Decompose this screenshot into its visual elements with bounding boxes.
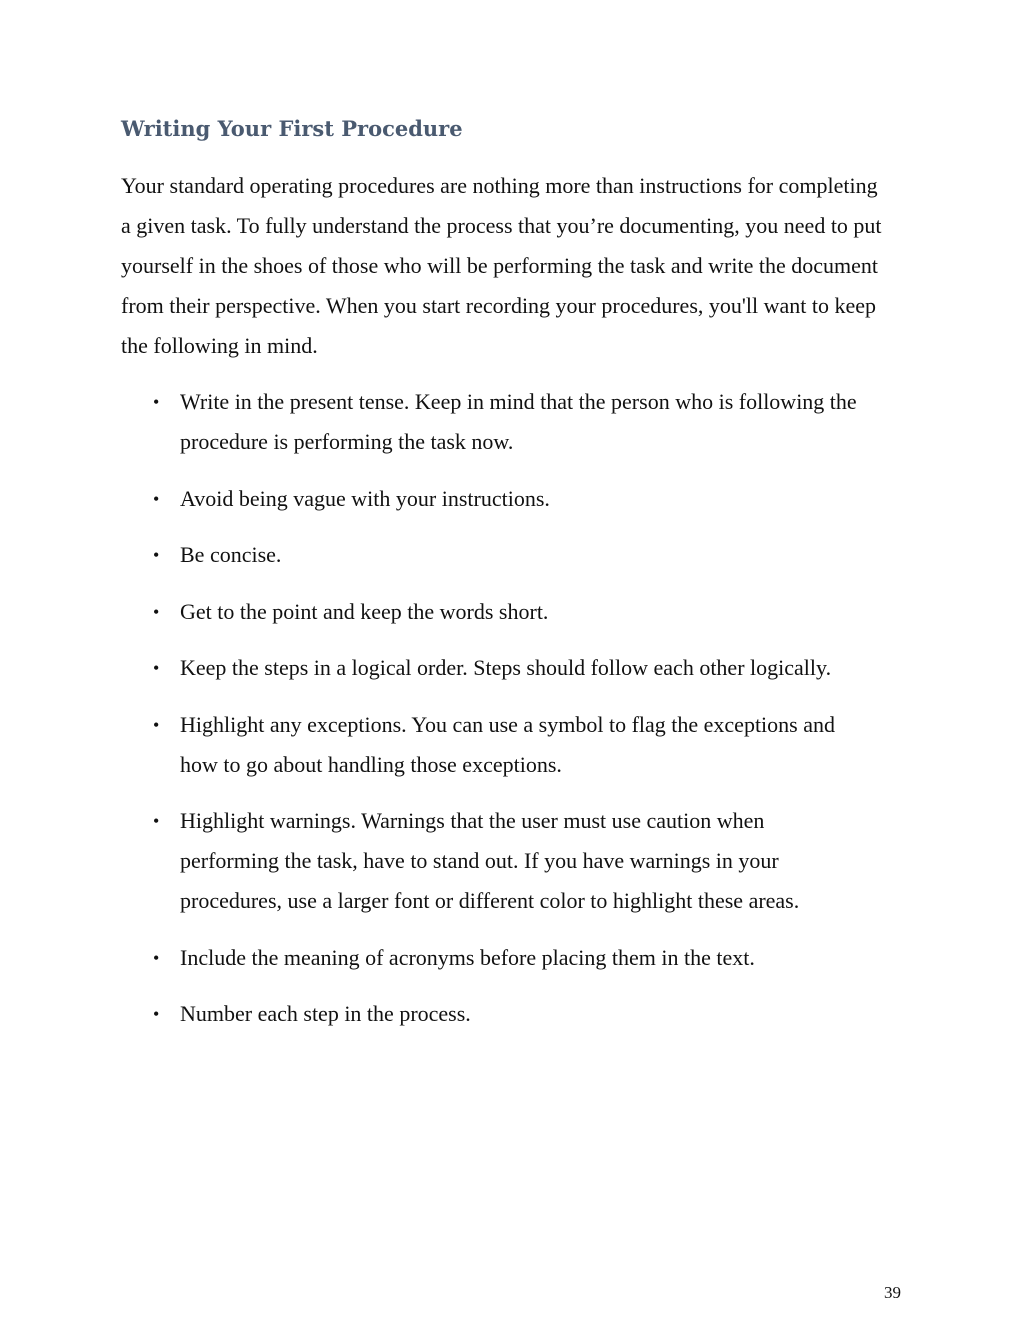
list-item: [121, 592, 860, 632]
list-item: [121, 535, 860, 575]
page-number: 39: [884, 1283, 901, 1302]
bullet-icon: •: [153, 392, 160, 412]
bullet-list: [121, 382, 901, 1034]
bullet-icon: •: [153, 811, 160, 831]
section-heading: Writing Your First Procedure: [121, 116, 463, 141]
list-item-text: Highlight warnings. Warnings that the user must use caution when performing the task, have to stand out. If you have warnings in your procedures, use a larger font or different color to highlight these areas.: [180, 808, 800, 913]
bullet-icon: •: [153, 601, 160, 622]
list-item: [121, 479, 860, 519]
document-page: [121, 112, 901, 1051]
list-item-text: Get to the point and keep the words short.: [180, 598, 549, 624]
list-item-text: Be concise.: [180, 542, 282, 567]
list-item-text: Avoid being vague with your instructions.: [180, 485, 550, 511]
bullet-icon: •: [153, 488, 160, 509]
list-item: [121, 994, 860, 1034]
list-item: [121, 382, 860, 462]
list-item: [121, 648, 860, 688]
bullet-icon: •: [153, 545, 160, 565]
bullet-icon: •: [153, 947, 160, 968]
list-item-text: Include the meaning of acronyms before placing them in the text.: [180, 944, 755, 970]
list-item-text: Write in the present tense. Keep in mind that the person who is following the procedure is performing the task now.: [180, 389, 857, 454]
list-item: [121, 938, 860, 978]
list-item-text: Keep the steps in a logical order. Steps should follow each other logically.: [180, 655, 832, 680]
list-item: [121, 705, 860, 785]
list-item: [121, 801, 820, 921]
intro-paragraph: Your standard operating procedures are nothing more than instructions for completing a given task. To fully understand the process that you’re documenting, you need to put yourself in the shoes of those who will be performing the task and write the document from their perspective. When you start recording your procedures, you'll want to keep the following in mind.: [121, 173, 882, 358]
bullet-icon: •: [153, 1004, 160, 1024]
bullet-icon: •: [153, 714, 160, 735]
bullet-icon: •: [153, 658, 160, 678]
list-item-text: Number each step in the process.: [180, 1001, 471, 1026]
list-item-text: Highlight any exceptions. You can use a symbol to flag the exceptions and how to go about handling those exceptions.: [180, 711, 835, 777]
